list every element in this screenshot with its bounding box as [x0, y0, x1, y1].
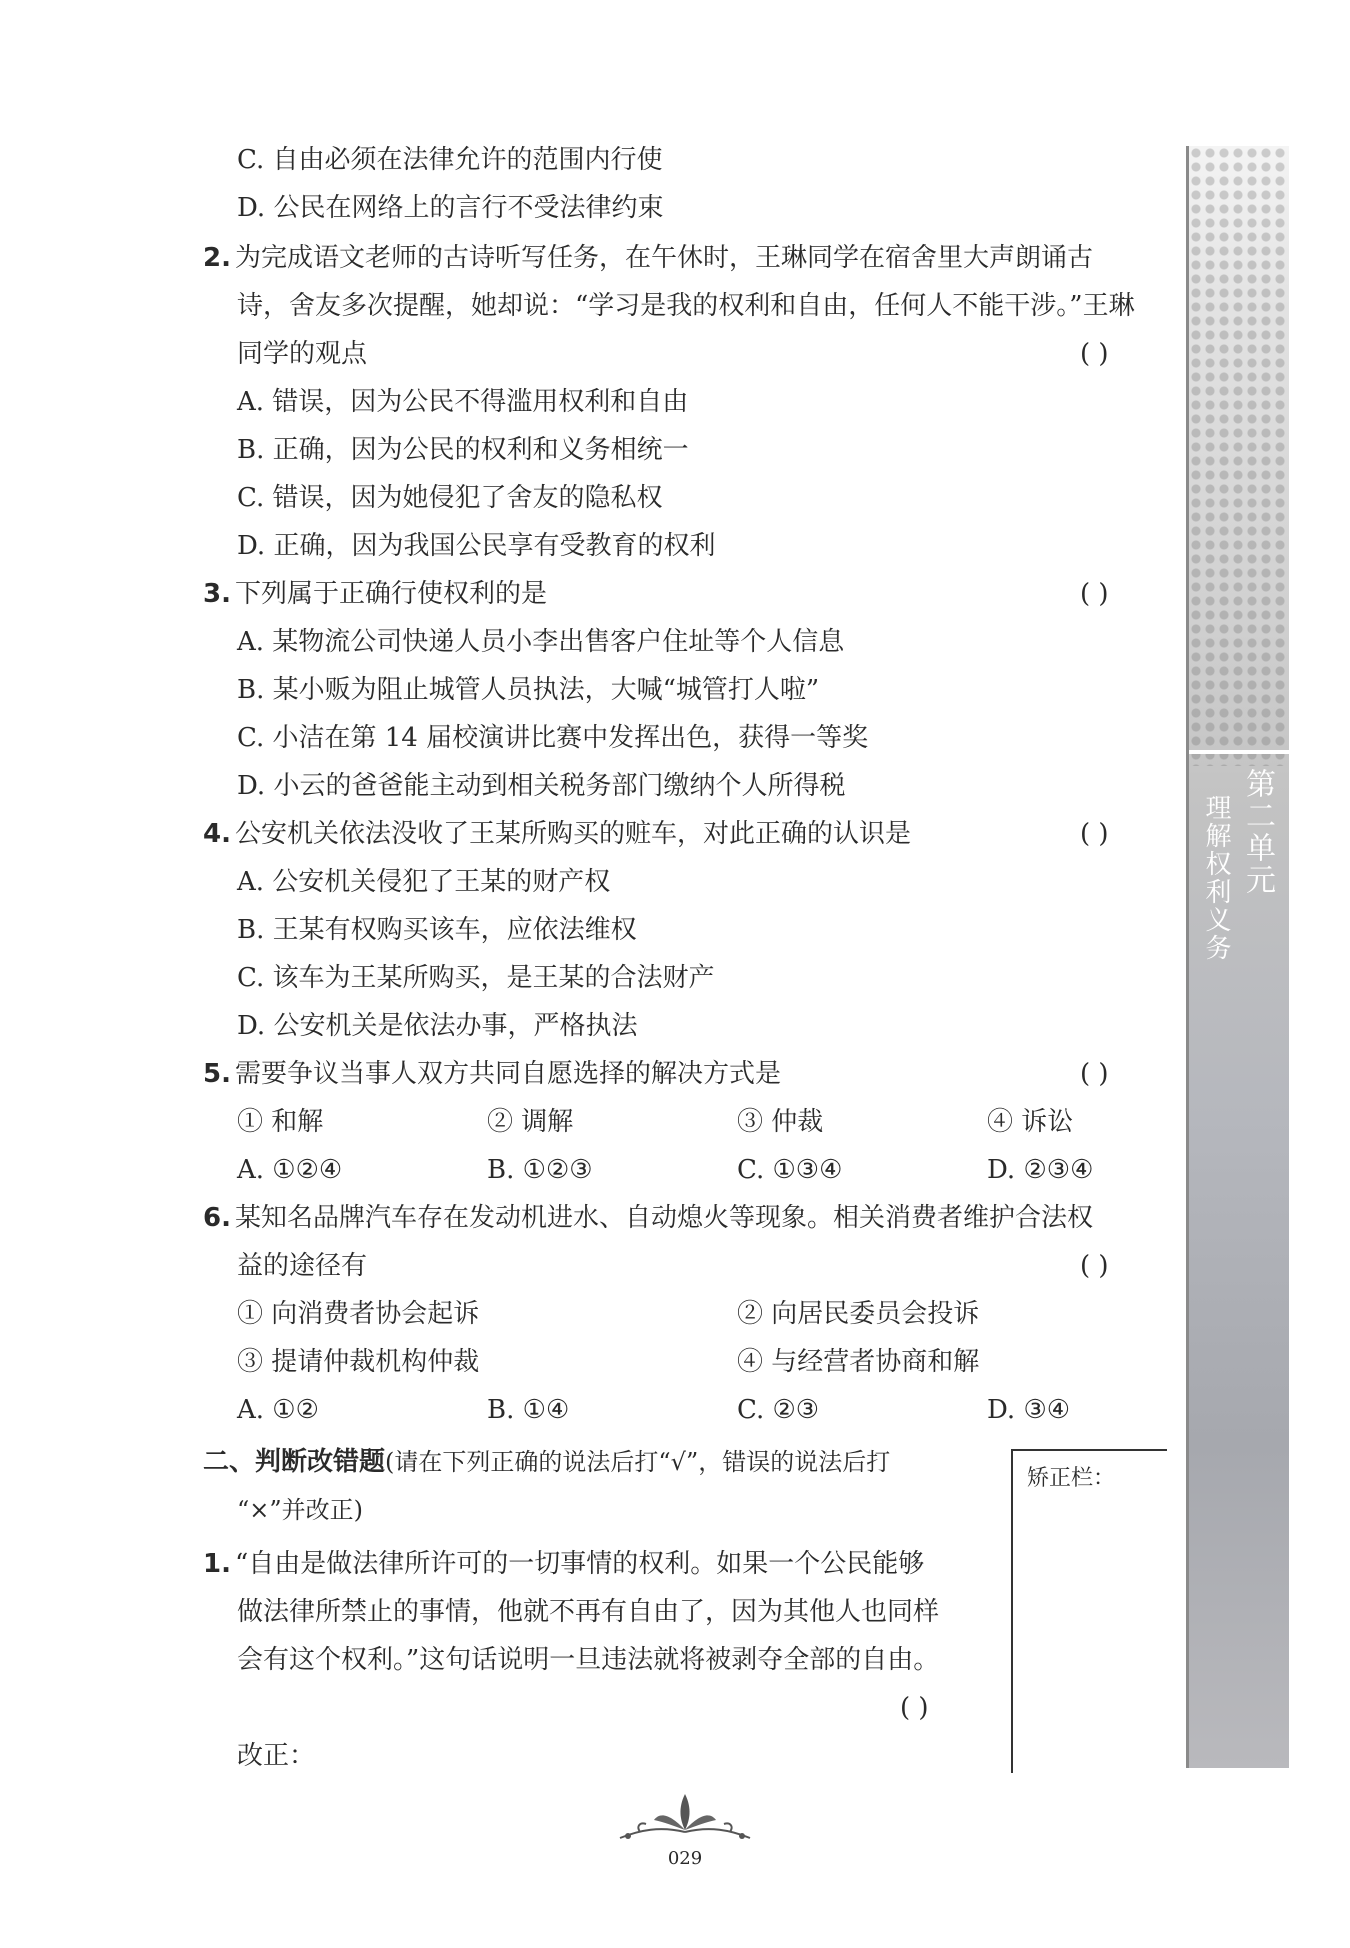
q3-option-b: B. 某小贩为阻止城管人员执法，大喊“城管打人啦” — [237, 675, 820, 705]
q6-choice-d: D. ③④ — [987, 1395, 1071, 1425]
q4-stem-text: 公安机关依法没收了王某所购买的赃车，对此正确的认识是 — [234, 819, 911, 849]
q2-number: 2. — [203, 243, 231, 273]
halftone-pattern — [1189, 146, 1289, 766]
q6-answer-blank: ( ) — [1080, 1251, 1109, 1281]
judge1-text-1: “自由是做法律所许可的一切事情的权利。如果一个公民能够 — [234, 1549, 925, 1579]
q5-item-4: ④ 诉讼 — [987, 1107, 1074, 1137]
floral-ornament-icon — [610, 1786, 760, 1846]
q2-option-b: B. 正确，因为公民的权利和义务相统一 — [237, 435, 689, 465]
section-2-instruction-1: (请在下列正确的说法后打“√”，错误的说法后打 — [385, 1448, 891, 1476]
q2-option-d: D. 正确，因为我国公民享有受教育的权利 — [237, 531, 716, 561]
q4-number: 4. — [203, 819, 231, 849]
q5-stem — [203, 1054, 781, 1094]
q6-stem-line-2: 益的途径有 — [237, 1251, 368, 1281]
q6-stem-text-1: 某知名品牌汽车存在发动机进水、自动熄火等现象。相关消费者维护合法权 — [234, 1203, 1093, 1233]
q2-stem-line-1 — [203, 238, 1093, 278]
judge1-correction: 改正： — [237, 1741, 316, 1771]
q4-stem — [203, 814, 911, 854]
q3-option-c: C. 小洁在第 14 届校演讲比赛中发挥出色，获得一等奖 — [237, 723, 869, 753]
judge1-number: 1. — [203, 1549, 231, 1579]
section-2-heading — [203, 1442, 890, 1482]
q5-item-1: ① 和解 — [237, 1107, 324, 1137]
q6-item-3: ③ 提请仲裁机构仲裁 — [237, 1347, 480, 1377]
q4-option-a: A. 公安机关侵犯了王某的财产权 — [237, 867, 611, 897]
judge1-line-2: 做法律所禁止的事情，他就不再有自由了，因为其他人也同样 — [237, 1597, 940, 1627]
judge1-line-3: 会有这个权利。”这句话说明一旦违法就将被剥夺全部的自由。 — [237, 1645, 940, 1675]
q5-choice-a: A. ①②④ — [237, 1155, 343, 1185]
page-number: 029 — [667, 1848, 703, 1869]
q2-stem-line-2: 诗，舍友多次提醒，她却说：“学习是我的权利和自由，任何人不能干涉。”王琳 — [237, 291, 1135, 321]
q4-option-b: B. 王某有权购买该车，应依法维权 — [237, 915, 637, 945]
q4-answer-blank: ( ) — [1080, 819, 1109, 849]
q1-option-c: C. 自由必须在法律允许的范围内行使 — [237, 145, 663, 175]
q6-item-2: ② 向居民委员会投诉 — [737, 1299, 980, 1329]
q3-option-a: A. 某物流公司快递人员小李出售客户住址等个人信息 — [237, 627, 845, 657]
correction-column[interactable] — [1011, 1449, 1167, 1773]
q6-choice-a: A. ①② — [237, 1395, 319, 1425]
q2-answer-blank: ( ) — [1080, 339, 1109, 369]
unit-title: 第二单元 — [1240, 768, 1275, 896]
q2-stem-line-3: 同学的观点 — [237, 339, 368, 369]
q2-option-c: C. 错误，因为她侵犯了舍友的隐私权 — [237, 483, 663, 513]
unit-side-tab — [1186, 146, 1289, 1768]
judge1-line-1 — [203, 1544, 924, 1584]
judge1-answer-blank: ( ) — [900, 1693, 929, 1723]
q6-item-1: ① 向消费者协会起诉 — [237, 1299, 480, 1329]
q4-option-c: C. 该车为王某所购买，是王某的合法财产 — [237, 963, 715, 993]
q2-option-a: A. 错误，因为公民不得滥用权利和自由 — [237, 387, 689, 417]
q3-stem — [203, 574, 547, 614]
q6-choice-b: B. ①④ — [487, 1395, 570, 1425]
section-2-instruction-2: “×”并改正) — [237, 1496, 364, 1524]
q5-number: 5. — [203, 1059, 231, 1089]
correction-column-label: 矫正栏： — [1027, 1466, 1116, 1491]
q3-number: 3. — [203, 579, 231, 609]
q4-option-d: D. 公安机关是依法办事，严格执法 — [237, 1011, 638, 1041]
side-tab-divider — [1189, 750, 1289, 754]
q3-stem-text: 下列属于正确行使权利的是 — [234, 579, 547, 609]
q6-choice-c: C. ②③ — [737, 1395, 820, 1425]
q5-choice-d: D. ②③④ — [987, 1155, 1094, 1185]
q5-choice-b: B. ①②③ — [487, 1155, 593, 1185]
q6-number: 6. — [203, 1203, 231, 1233]
q2-stem-text-1: 为完成语文老师的古诗听写任务，在午休时，王琳同学在宿舍里大声朗诵古 — [234, 243, 1093, 273]
q5-item-3: ③ 仲裁 — [737, 1107, 824, 1137]
unit-subtitle: 理解权利义务 — [1201, 794, 1231, 962]
q6-item-4: ④ 与经营者协商和解 — [737, 1347, 980, 1377]
q5-choice-c: C. ①③④ — [737, 1155, 843, 1185]
section-2-title: 二、判断改错题 — [203, 1447, 386, 1477]
q6-stem-line-1 — [203, 1198, 1093, 1238]
q3-answer-blank: ( ) — [1080, 579, 1109, 609]
q3-option-d: D. 小云的爸爸能主动到相关税务部门缴纳个人所得税 — [237, 771, 846, 801]
q5-stem-text: 需要争议当事人双方共同自愿选择的解决方式是 — [234, 1059, 781, 1089]
q5-item-2: ② 调解 — [487, 1107, 574, 1137]
q1-option-d: D. 公民在网络上的言行不受法律约束 — [237, 193, 664, 223]
q5-answer-blank: ( ) — [1080, 1059, 1109, 1089]
